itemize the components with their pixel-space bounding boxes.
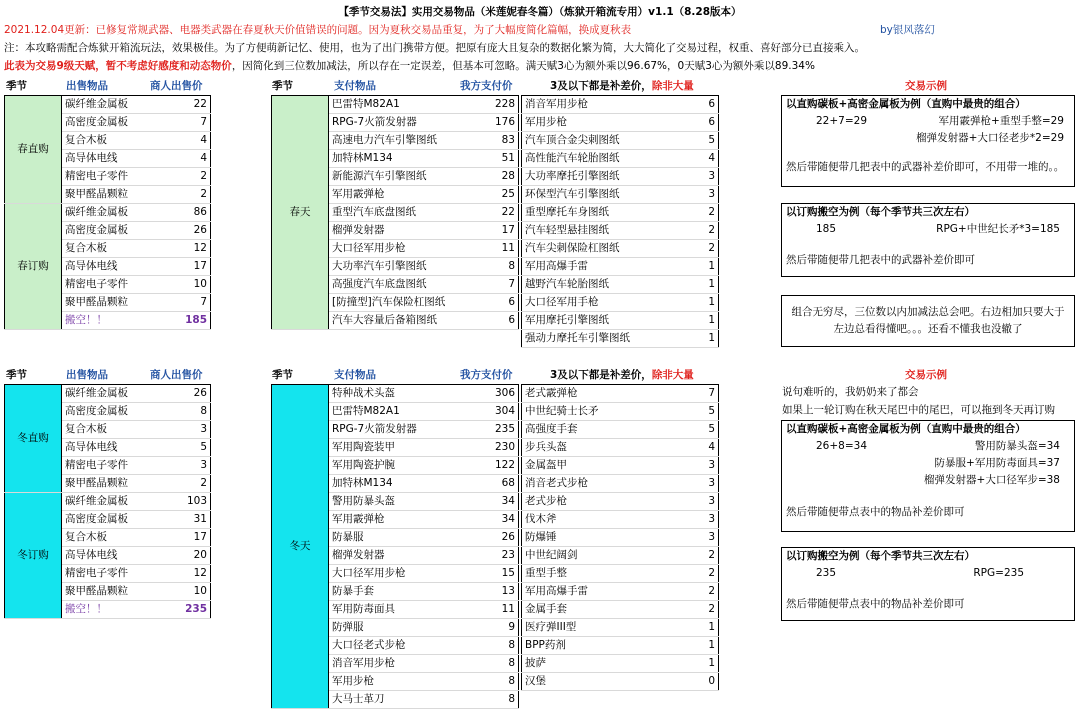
winter-buy-table — [4, 384, 211, 619]
table-row — [522, 168, 719, 186]
item-price: 5 — [691, 403, 719, 421]
table-row — [522, 204, 719, 222]
season-header-winter: 季节 — [6, 369, 27, 381]
table-row — [522, 150, 719, 168]
table-row — [5, 493, 211, 511]
item-name: 高速电力汽车引擎图纸 — [329, 132, 485, 150]
item-price: 2 — [691, 565, 719, 583]
item-name: 高强度汽车底盘图纸 — [329, 276, 485, 294]
table-row — [522, 222, 719, 240]
item-price: 1 — [698, 258, 719, 276]
season-header-spring-pay: 季节 — [272, 80, 293, 92]
item-name: 碳纤维金属板 — [62, 493, 168, 511]
item-name: 医疗弹III型 — [522, 619, 691, 637]
item-name: 碳纤维金属板 — [62, 96, 168, 114]
item-price: 34 — [476, 493, 519, 511]
total-label: 搬空！！ — [62, 601, 168, 619]
item-price: 8 — [476, 637, 519, 655]
table-row — [522, 619, 719, 637]
item-price: 3 — [691, 475, 719, 493]
item-price: 8 — [167, 403, 210, 421]
item-name: 聚甲醛晶颗粒 — [62, 583, 168, 601]
item-name: 军用高爆手雷 — [522, 583, 691, 601]
item-name: 巴雷特M82A1 — [329, 96, 485, 114]
table-row — [522, 385, 719, 403]
item-price: 9 — [476, 619, 519, 637]
example-title: 以订购搬空为例（每个季节共三次左右） — [786, 550, 975, 562]
winter-example-panel-2 — [781, 547, 1075, 621]
winter-pay-table — [271, 384, 519, 709]
item-price: 2 — [691, 601, 719, 619]
page-title: 【季节交易法】实用交易物品（米莲妮春冬篇）（炼狱开箱流专用）v1.1（8.28版本） — [338, 6, 742, 18]
item-price: 26 — [476, 529, 519, 547]
total-price: 185 — [167, 312, 210, 330]
item-name: 高密度金属板 — [62, 222, 168, 240]
diff-header-winter — [550, 367, 694, 384]
disclaimer-highlight: 此表为交易9级天赋，暂不考虑好感度和动态物价 — [4, 60, 232, 72]
example-right: 榴弹发射器+大口径军步=38 — [924, 474, 1060, 486]
example-title: 以直购碳板+高密金属板为例（直购中最贵的组合） — [786, 98, 1026, 110]
usage-note: 注：本攻略需配合炼狱开箱流玩法，效果极佳。为了方便萌新记忆、使用，也为了出门携带方便。把原有庞大且复杂的数据化繁为简，大大简化了交易过程，权重、喜好部分已直接乘入。 — [4, 42, 865, 54]
example-title: 以订购搬空为例（每个季节共三次左右） — [786, 206, 975, 218]
table-row — [522, 475, 719, 493]
table-row — [522, 439, 719, 457]
disclaimer-text: ，因简化到三位数加减法，所以存在一定误差，但基本可忽略。满天赋3心为额外乘以96.67%，0天赋3心为额外乘以89.34% — [231, 60, 815, 72]
example-right: RPG+中世纪长矛*3=185 — [936, 223, 1060, 235]
table-row — [522, 529, 719, 547]
item-name: 伐木斧 — [522, 511, 691, 529]
item-name: 消音军用步枪 — [329, 655, 476, 673]
item-price: 3 — [167, 457, 210, 475]
spring-diff-table — [521, 95, 719, 348]
item-price: 28 — [484, 168, 519, 186]
item-price: 8 — [484, 258, 519, 276]
item-name: 老式霰弹枪 — [522, 385, 691, 403]
item-price: 4 — [698, 150, 719, 168]
table-row — [522, 294, 719, 312]
item-name: 金属手套 — [522, 601, 691, 619]
example-note: 然后带随便带几把表中的武器补差价即可，不用带一堆的。。 — [786, 161, 1065, 173]
item-name: 高强度手套 — [522, 421, 691, 439]
item-price: 1 — [698, 276, 719, 294]
spring-buy-direct-table — [4, 95, 211, 330]
diff-header-red: 除非大量 — [651, 80, 694, 92]
item-price: 2 — [698, 204, 719, 222]
item-name: 大口径老式步枪 — [329, 637, 476, 655]
example-row — [782, 565, 1074, 582]
item-name: 碳纤维金属板 — [62, 204, 168, 222]
item-price: 5 — [698, 132, 719, 150]
item-price: 306 — [476, 385, 519, 403]
pay-item-header-winter: 支付物品 — [334, 369, 376, 381]
item-name: 军用摩托引擎图纸 — [522, 312, 698, 330]
item-price: 3 — [691, 529, 719, 547]
table-row — [522, 565, 719, 583]
item-name: 环保型汽车引擎图纸 — [522, 186, 698, 204]
example-right: 军用霰弹枪+重型手整=29 — [938, 115, 1064, 127]
item-name: 精密电子零件 — [62, 276, 168, 294]
item-name: 高性能汽车轮胎图纸 — [522, 150, 698, 168]
example-right: 防暴服+军用防毒面具=37 — [934, 457, 1060, 469]
spring-direct-label: 春直购 — [5, 96, 62, 204]
item-name: 汽车大容量后备箱图纸 — [329, 312, 485, 330]
item-price: 1 — [691, 637, 719, 655]
item-price: 17 — [484, 222, 519, 240]
item-name: 老式步枪 — [522, 493, 691, 511]
item-price: 51 — [484, 150, 519, 168]
item-price: 3 — [698, 186, 719, 204]
item-price: 2 — [698, 222, 719, 240]
item-name: BPP药剂 — [522, 637, 691, 655]
table-row — [522, 637, 719, 655]
spring-example-panel-2 — [781, 203, 1075, 277]
item-price: 26 — [167, 385, 210, 403]
item-price: 3 — [691, 493, 719, 511]
item-price: 2 — [691, 583, 719, 601]
diff-header-red: 除非大量 — [651, 369, 694, 381]
item-price: 8 — [476, 673, 519, 691]
item-price: 7 — [167, 294, 210, 312]
diff-header-spring — [550, 78, 694, 95]
item-price: 12 — [167, 565, 210, 583]
item-name: 榴弹发射器 — [329, 222, 485, 240]
item-price: 2 — [167, 186, 210, 204]
item-name: 防弹服 — [329, 619, 476, 637]
item-price: 2 — [167, 475, 210, 493]
table-row — [522, 421, 719, 439]
item-price: 5 — [691, 421, 719, 439]
item-price: 6 — [698, 96, 719, 114]
item-price: 304 — [476, 403, 519, 421]
item-name: 高导体电线 — [62, 547, 168, 565]
item-price: 4 — [167, 132, 210, 150]
item-price: 26 — [167, 222, 210, 240]
item-price: 8 — [476, 691, 519, 709]
item-name: 中世纪骑士长矛 — [522, 403, 691, 421]
item-name: 中世纪阔剑 — [522, 547, 691, 565]
item-name: 大口径军用步枪 — [329, 240, 485, 258]
item-name: 越野汽车轮胎图纸 — [522, 276, 698, 294]
table-row — [522, 312, 719, 330]
example-right: 警用防暴头盔=34 — [974, 440, 1060, 452]
sell-item-header-spring: 出售物品 — [66, 80, 108, 92]
our-price-header-spring: 我方支付价 — [460, 80, 513, 92]
table-row — [522, 96, 719, 114]
table-row — [522, 276, 719, 294]
item-name: 军用陶瓷装甲 — [329, 439, 476, 457]
item-name: 聚甲醛晶颗粒 — [62, 294, 168, 312]
item-name: 聚甲醛晶颗粒 — [62, 186, 168, 204]
total-label: 搬空！！ — [62, 312, 168, 330]
example-left: 235 — [816, 567, 837, 579]
item-price: 20 — [167, 547, 210, 565]
item-name: 金属盔甲 — [522, 457, 691, 475]
item-price: 235 — [476, 421, 519, 439]
item-name: 汽车顶合金尖刺图纸 — [522, 132, 698, 150]
item-name: 汉堡 — [522, 673, 691, 691]
item-name: 加特林M134 — [329, 475, 476, 493]
item-name: 警用防暴头盔 — [329, 493, 476, 511]
table-row — [272, 385, 519, 403]
table-row — [5, 204, 211, 222]
item-price: 13 — [476, 583, 519, 601]
table-row — [5, 385, 211, 403]
item-price: 83 — [484, 132, 519, 150]
item-name: 精密电子零件 — [62, 565, 168, 583]
winter-pay-label: 冬天 — [272, 385, 329, 709]
item-name: 军用防毒面具 — [329, 601, 476, 619]
item-name: 披萨 — [522, 655, 691, 673]
item-name: 步兵头盔 — [522, 439, 691, 457]
item-price: 6 — [484, 312, 519, 330]
example-left: 185 — [816, 223, 837, 235]
item-price: 1 — [691, 655, 719, 673]
item-name: 防暴手套 — [329, 583, 476, 601]
item-price: 17 — [167, 529, 210, 547]
item-name: 消音老式步枪 — [522, 475, 691, 493]
item-name: 大口径军用步枪 — [329, 565, 476, 583]
example-header-spring: 交易示例 — [905, 80, 947, 92]
table-row — [522, 330, 719, 348]
item-price: 2 — [698, 240, 719, 258]
season-header-winter-pay: 季节 — [272, 369, 293, 381]
item-name: 复合木板 — [62, 132, 168, 150]
season-header-spring: 季节 — [6, 80, 27, 92]
table-row — [522, 403, 719, 421]
winter-diff-table — [521, 384, 719, 691]
table-row — [522, 132, 719, 150]
total-price: 235 — [167, 601, 210, 619]
spring-remark-panel — [781, 295, 1075, 347]
item-name: 防爆锤 — [522, 529, 691, 547]
table-row — [5, 96, 211, 114]
item-name: 新能源汽车引擎图纸 — [329, 168, 485, 186]
item-price: 7 — [691, 385, 719, 403]
spring-order-label: 春订购 — [5, 204, 62, 330]
item-name: 军用陶瓷护腕 — [329, 457, 476, 475]
item-price: 6 — [698, 114, 719, 132]
winter-intro-1: 说句难听的，我奶奶来了都会 — [782, 386, 919, 398]
item-price: 68 — [476, 475, 519, 493]
table-row — [522, 601, 719, 619]
item-price: 0 — [691, 673, 719, 691]
item-name: 高导体电线 — [62, 258, 168, 276]
item-price: 23 — [476, 547, 519, 565]
item-price: 1 — [698, 330, 719, 348]
table-row — [522, 240, 719, 258]
item-name: 大口径军用手枪 — [522, 294, 698, 312]
item-name: [防撞型]汽车保险杠图纸 — [329, 294, 485, 312]
item-name: 大马士革刀 — [329, 691, 476, 709]
item-name: 军用步枪 — [522, 114, 698, 132]
item-price: 228 — [484, 96, 519, 114]
example-note: 然后带随便带点表中的物品补差价即可 — [786, 506, 965, 518]
update-note: 2021.12.04更新：已修复常规武器、电器类武器在春夏秋天价值错误的问题。因为夏秋交易品重复，为了大幅度简化篇幅，换成夏秋表 — [4, 24, 632, 36]
item-price: 6 — [484, 294, 519, 312]
example-row — [782, 221, 1074, 238]
item-name: 榴弹发射器 — [329, 547, 476, 565]
author-credit: by银风落幻 — [880, 24, 935, 36]
item-name: 高密度金属板 — [62, 403, 168, 421]
item-price: 7 — [484, 276, 519, 294]
table-row — [522, 493, 719, 511]
item-price: 3 — [691, 457, 719, 475]
item-price: 3 — [691, 511, 719, 529]
item-name: 军用步枪 — [329, 673, 476, 691]
example-title: 以直购碳板+高密金属板为例（直购中最贵的组合） — [786, 423, 1026, 435]
item-price: 7 — [167, 114, 210, 132]
item-name: 强动力摩托车引擎图纸 — [522, 330, 698, 348]
table-row — [522, 511, 719, 529]
item-name: 巴雷特M82A1 — [329, 403, 476, 421]
table-row — [522, 258, 719, 276]
spring-pay-table — [271, 95, 519, 330]
table-row — [522, 583, 719, 601]
item-name: 碳纤维金属板 — [62, 385, 168, 403]
item-name: 防暴服 — [329, 529, 476, 547]
item-price: 17 — [167, 258, 210, 276]
item-name: 特种战术头盔 — [329, 385, 476, 403]
table-row — [522, 673, 719, 691]
item-name: 军用高爆手雷 — [522, 258, 698, 276]
item-price: 1 — [698, 312, 719, 330]
table-row — [272, 96, 519, 114]
item-price: 4 — [167, 150, 210, 168]
item-price: 15 — [476, 565, 519, 583]
table-row — [522, 655, 719, 673]
spring-example-panel-1 — [781, 95, 1075, 187]
our-price-header-winter: 我方支付价 — [460, 369, 513, 381]
disclaimer-note — [4, 58, 815, 75]
merchant-price-header-spring: 商人出售价 — [150, 80, 203, 92]
example-row — [782, 438, 1074, 455]
example-right: 榴弹发射器+大口径老步*2=29 — [916, 132, 1064, 144]
item-price: 34 — [476, 511, 519, 529]
table-row — [522, 114, 719, 132]
item-name: RPG-7火箭发射器 — [329, 114, 485, 132]
item-price: 12 — [167, 240, 210, 258]
item-name: 复合木板 — [62, 240, 168, 258]
pay-item-header-spring: 支付物品 — [334, 80, 376, 92]
item-name: 复合木板 — [62, 421, 168, 439]
item-name: 加特林M134 — [329, 150, 485, 168]
table-row — [522, 547, 719, 565]
item-name: 高导体电线 — [62, 150, 168, 168]
item-price: 2 — [691, 547, 719, 565]
item-price: 10 — [167, 276, 210, 294]
table-row — [522, 457, 719, 475]
example-left: 26+8=34 — [816, 440, 867, 452]
item-price: 86 — [167, 204, 210, 222]
item-name: 大功率摩托引擎图纸 — [522, 168, 698, 186]
item-name: 汽车尖刺保险杠图纸 — [522, 240, 698, 258]
item-price: 31 — [167, 511, 210, 529]
item-name: 重型摩托车身图纸 — [522, 204, 698, 222]
example-left: 22+7=29 — [816, 115, 867, 127]
item-name: 军用霰弹枪 — [329, 186, 485, 204]
item-price: 25 — [484, 186, 519, 204]
winter-order-label: 冬订购 — [5, 493, 62, 619]
item-price: 22 — [484, 204, 519, 222]
item-name: 聚甲醛晶颗粒 — [62, 475, 168, 493]
item-name: 高密度金属板 — [62, 511, 168, 529]
table-row — [522, 186, 719, 204]
winter-direct-label: 冬直购 — [5, 385, 62, 493]
item-name: 军用霰弹枪 — [329, 511, 476, 529]
merchant-price-header-winter: 商人出售价 — [150, 369, 203, 381]
item-price: 230 — [476, 439, 519, 457]
item-name: RPG-7火箭发射器 — [329, 421, 476, 439]
example-note: 然后带随便带几把表中的武器补差价即可 — [786, 254, 975, 266]
item-price: 11 — [476, 601, 519, 619]
item-name: 消音军用步枪 — [522, 96, 698, 114]
item-name: 高密度金属板 — [62, 114, 168, 132]
item-price: 22 — [167, 96, 210, 114]
example-right: RPG=235 — [973, 567, 1024, 579]
item-price: 5 — [167, 439, 210, 457]
item-name: 大功率汽车引擎图纸 — [329, 258, 485, 276]
winter-intro-2: 如果上一轮订购在秋天尾巴中的尾巴，可以拖到冬天再订购 — [782, 404, 1055, 416]
item-price: 3 — [698, 168, 719, 186]
item-price: 3 — [167, 421, 210, 439]
item-name: 精密电子零件 — [62, 168, 168, 186]
item-price: 1 — [691, 619, 719, 637]
diff-header-text: 3及以下都是补差价， — [550, 80, 652, 92]
item-price: 1 — [698, 294, 719, 312]
item-price: 11 — [484, 240, 519, 258]
item-name: 汽车轻型悬挂图纸 — [522, 222, 698, 240]
item-name: 重型手整 — [522, 565, 691, 583]
spring-pay-label: 春天 — [272, 96, 329, 330]
item-price: 103 — [167, 493, 210, 511]
remark-text: 组合无穷尽，三位数以内加减法总会吧。右边相加只要大于左边总看得懂吧。。。还看不懂我也没辙了 — [791, 306, 1065, 335]
item-price: 122 — [476, 457, 519, 475]
winter-example-panel-1 — [781, 420, 1075, 532]
example-note: 然后带随便带点表中的物品补差价即可 — [786, 598, 965, 610]
example-header-winter: 交易示例 — [905, 369, 947, 381]
item-name: 高导体电线 — [62, 439, 168, 457]
item-price: 10 — [167, 583, 210, 601]
sell-item-header-winter: 出售物品 — [66, 369, 108, 381]
item-price: 2 — [167, 168, 210, 186]
item-name: 重型汽车底盘图纸 — [329, 204, 485, 222]
item-name: 复合木板 — [62, 529, 168, 547]
item-price: 4 — [691, 439, 719, 457]
diff-header-text: 3及以下都是补差价， — [550, 369, 652, 381]
item-price: 8 — [476, 655, 519, 673]
example-row — [782, 113, 1074, 130]
item-name: 精密电子零件 — [62, 457, 168, 475]
item-price: 176 — [484, 114, 519, 132]
